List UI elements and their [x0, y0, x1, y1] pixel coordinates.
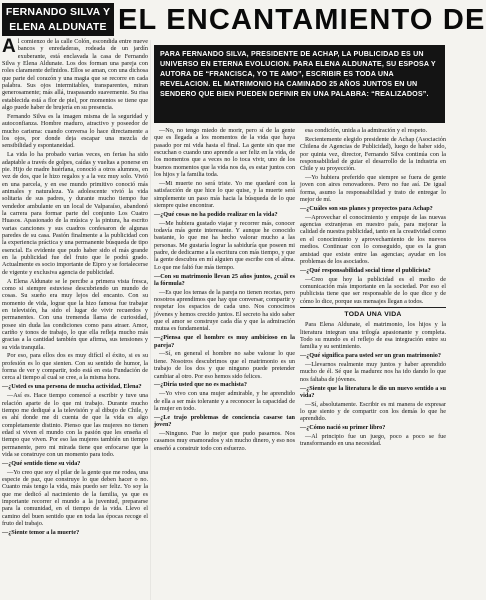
- question: —¿Siente que la literatura le dio un nuevo sentido a su vida?: [300, 384, 446, 399]
- kicker-line-1: FERNANDO SILVA Y: [5, 6, 111, 18]
- section-rule: [300, 307, 446, 308]
- article-headline: EL ENCANTAMIENTO DE: [118, 4, 486, 36]
- question: —¿Qué significa para usted ser un gran matrimonio?: [300, 352, 441, 360]
- answer: —Sí, en general el hombre no sabe valorar lo que tiene. Nosotros descubrimos que el matrimonio es un trabajo de los dos y que ninguno puede pretender cambiar al otro. Por eso hemos sido felices.: [154, 350, 295, 380]
- paragraph: La vida lo ha probado varias veces, en ferias ha sido adaptable a través de golpes, caídas y vueltas a ponerse en pie. Hijo de madre huérfana, conoció a otros alumnos, en vez de dos, que le hizo regalos y a la vez muy solo. Vivió en una parcela, y en ese mundo primitivo conoció más animales y naturaleza. Ya adolescente vivió la vida solitaria de sus padres, y durante mucho tiempo fue vendedor ambulante en un local de Valparaíso, abandonó la carrera para formar parte del conjunto Los Cuatro Huasos. Apasionado de la música y la pintura, ha escrito varias canciones y sus cuadros confesaron de algunas paredes de su casa. Pasión finalmente a la publicidad con la experiencia práctica y una permanente búsqueda de tipo esencial. Es evidente que pudo haber sido el más grande en la publicidad fue del fruto que le podrá grado. Actualmente es socio importante de Eipro y se fortalecerse de vigente y exclusiva agencia de publicidad.: [2, 151, 148, 276]
- drop-cap: A: [2, 36, 16, 57]
- question: —¿Siente temor a la muerte?: [2, 528, 80, 536]
- question: —¿Diría usted que no es machista?: [154, 381, 247, 389]
- answer: —Yo vivo con una mujer admirable, y he aprendido de ella a ser más tolerante y a reconocer la capacidad de la mujer en todo.: [154, 390, 295, 412]
- column-middle: [154, 127, 295, 600]
- question: —¿Le trajo problemas de conciencia casarse tan joven?: [154, 413, 295, 429]
- lead-paragraph: PARA FERNANDO SILVA, PRESIDENTE DE ACHAP, LA PUBLICIDAD ES UN UNIVERSO EN ETERNA EVOLUCION. PARA ELENA ALDUNATE, SU ESPOSA Y AUTORA DE “FRANCISCA, YO TE AMO”, ESCRIBIR ES TODA UNA REVELACION. EL MATRIMONIO HA CAMINADO 25 AÑOS JUNTOS EN UN SENDERO QUE BIEN PUEDEN DEFINIR EN UNA PALABRA: “REALIZADOS”.: [154, 45, 445, 123]
- question: —¿Cómo nació su primer libro?: [300, 424, 386, 432]
- paragraph: Para Elena Aldunate, el matrimonio, los hijos y la literatura integran una trilogía apasionante y completa. Todo su mundo es el reflejo de esa integración entre su familia y su sentimiento.: [300, 321, 446, 351]
- question: —¿Qué cosas no ha podido realizar en la vida?: [154, 210, 278, 218]
- section-subhead: TODA UNA VIDA: [344, 310, 402, 318]
- question: —¿Cuáles son sus planes y proyectos para Achap?: [300, 204, 433, 212]
- opening-paragraph: [2, 38, 148, 111]
- question: —¿Qué sentido tiene su vida?: [2, 459, 81, 467]
- kicker-box: [2, 3, 114, 36]
- question: —¿Piensa que el hombre es muy ambicioso en la pareja?: [154, 334, 295, 349]
- answer: —Aprovechar el conocimiento y empuje de las nuevas agencias extranjeras en nuestro país, para mejorar la calidad de nuestra publicidad, tanto en la creatividad como en el conocimiento y aprovechamiento de los nuevos medios. Continuar con lo conseguido, que es la gran amistad que existe entre las agencias; ayudar en los problemas de los asociados.: [300, 213, 446, 265]
- answer: —Yo creo que soy el pilar de la gente que me rodea, una especie de paz, que construye lo que deben hacer o no. Cuanto más tengo la vida, más puedo ser feliz. Yo soy la que me dedicó al nacimiento de la familia, ya que es importante recorrer el mundo a la juventud, prepararse para la comunidad, en el tiempo de la vida. Llevo el camino del buen sentido que en toda las épocas recoge el fruto del trabajo.: [2, 468, 148, 527]
- page-crease: [150, 40, 151, 600]
- column-left: [2, 38, 148, 600]
- answer: —Ninguno. Fue lo mejor que pudo pasarnos. Nos casamos muy enamorados y sin mucho dinero, y eso nos enseñó a construir todo con esfuerzo.: [154, 429, 295, 452]
- answer: —Sí, absolutamente. Escribir es mi manera de expresar lo que siento y de compartir con los demás lo que he aprendido.: [300, 400, 446, 423]
- question: —¿Usted es una persona de mucha actividad, Elena?: [2, 383, 142, 391]
- answer: —Es que los temas de la pareja no tienen recetas, pero nosotros aprendimos que hay que conversar, compartir y respetar los espacios de cada uno. Nos conocimos jóvenes y hemos crecido juntos. El secreto ha sido saber que el amor se construye cada día y que la admiración mutua es fundamental.: [154, 288, 295, 333]
- opening-paragraph-text: l comienzo de la calle Colón, escondida entre nueve bancos y enredaderas, rodeada de un jardín exuberante, está enclavada la casa de Fernando Silva y Elena Aldunate. Los dos forman una pareja con roles claramente definidos. Ellos se aman, con una dichosa que parte del corazón y una magia que se recorre en cada palabra. Sus ojos intermitables, transparentes, miran generosamente; más allá, traspasando suavemente. Su risa establecida está a flor de piel, por momentos se tiene que algo puede haber de brujería en su presencia.: [2, 38, 148, 112]
- paragraph: Fernando Silva es la imagen misma de la seguridad y autoconfianza. Hombre maduro, atractivo y poseedor de mucho carisma: cuando conversa lo hace directamente a los ojos, por donde deja escapar una mezcla de sensibilidad y espontaneidad.: [2, 112, 148, 150]
- answer: —Creo que hoy la publicidad es el medio de comunicación más importante en la sociedad. Por eso el publicista tiene que ser responsable de lo que dice y de cómo lo dice, porque sus mensajes llegan a todos.: [300, 275, 446, 305]
- answer: —Me hubiera gustado viajar y recorrer más, conocer todavía más gente interesante. Y aunque he conocido bastante, lo que me ha hecho valorar mucho a las personas. Me gustaría lograr la sabiduría que poseen mi padre, de dedicarme a la escritura con más tiempo, y que la gente descubra en mí alguien que escribe con el alma. Lo que me faltó fue más tiempo.: [154, 219, 295, 271]
- paragraph: A Elena Aldunate se le percibe a primera vista fresca, como si siempre estuviese descubriendo un mundo de cosas. Su sueño era muy lejos del encanto. Con su momento de vida, lograr que la hizo famosa fue trabajar en televisión, ha sido el lugar de vivir recuerdos y permanentes. Con una tremenda llama de curiosidad, posee sin duda las condiciones como para atraer. Amor, cariño y tonos de trabajo, lo que ella refleja mucho más gracias a la cantidad también que afirma, sus tensiones y su vida tranquila.: [2, 277, 148, 351]
- answer: —Así es. Hace tiempo comencé a escribir y tuve una relación aparte de lo que mi trabajo. Durante mucho tiempo me dediqué a la televisión y al dibujo de Chile, y es ahí donde me di cuenta de que la vida es algo completamente distinto. Pienso que las mujeres no tienen edad si viven el mundo con la pasión que les enseña el tiempo que viven. Por eso las mujeres también un tiempo permanente, pero mi mirada tiene que enfocarse que la vida se construye con un momento para todo.: [2, 392, 148, 458]
- column-right: [300, 127, 446, 600]
- answer: —Llevarnos realmente muy juntos y haber aprendido mucho de él. Sé que la madurez nos ha ido dando lo que nos faltaba de jóvenes.: [300, 360, 446, 383]
- paragraph: esa condición, unida a la admiración y el respeto.: [305, 127, 427, 134]
- question: —¿Qué responsabilidad social tiene el publicista?: [300, 266, 431, 274]
- answer: —Yo hubiera preferido que siempre se fuera de gente joven con aires renovadores. Pero no fue así. De igual forma, asumo la responsabilidad y trato de entregar lo mejor de mí.: [300, 174, 446, 204]
- paragraph: Recientemente elegido presidente de Achap (Asociación Chilena de Agencias de Publicidad), luego de haber sido, por quinta vez, director, Fernando Silva continúa con la responsabilidad de guiar el desarrollo de la industria en Chile y su proyección.: [300, 135, 446, 173]
- paragraph: Por eso, para ellos dos es muy difícil el éxito, si es su profesión es lo que sienten. Con su sentido de humor, la forma de ver y compartir, todo está en esta Fundación de cerca al tiempo al cual se cree, a la misma hora.: [2, 352, 148, 382]
- question: —Con su matrimonio llevan 25 años juntos, ¿cuál es la fórmula?: [154, 272, 295, 287]
- answer: —No, no tengo miedo de morir, pero sí de la gente que es llegada a los momentos de la vida que haya pasado por mi vida hasta el final. La gente sin que me escuchan o cuando uno aprende a ser feliz en la vida, de los momentos que a veces no lo toca vivir, uno de los buenos momentos que la vida nos da, es estar juntos con los hijos y la familia toda.: [154, 127, 295, 179]
- answer: —Al principio fue un juego, poco a poco se fue transformando en una necesidad.: [300, 433, 446, 448]
- kicker-line-2: ELENA ALDUNATE: [9, 21, 107, 33]
- answer: —Mi muerte no será triste. Yo me quedaré con la satisfacción de que hice lo que quise, y la muerte será simplemente un paso más hacia la búsqueda de lo que siempre quise encontrar.: [154, 179, 295, 209]
